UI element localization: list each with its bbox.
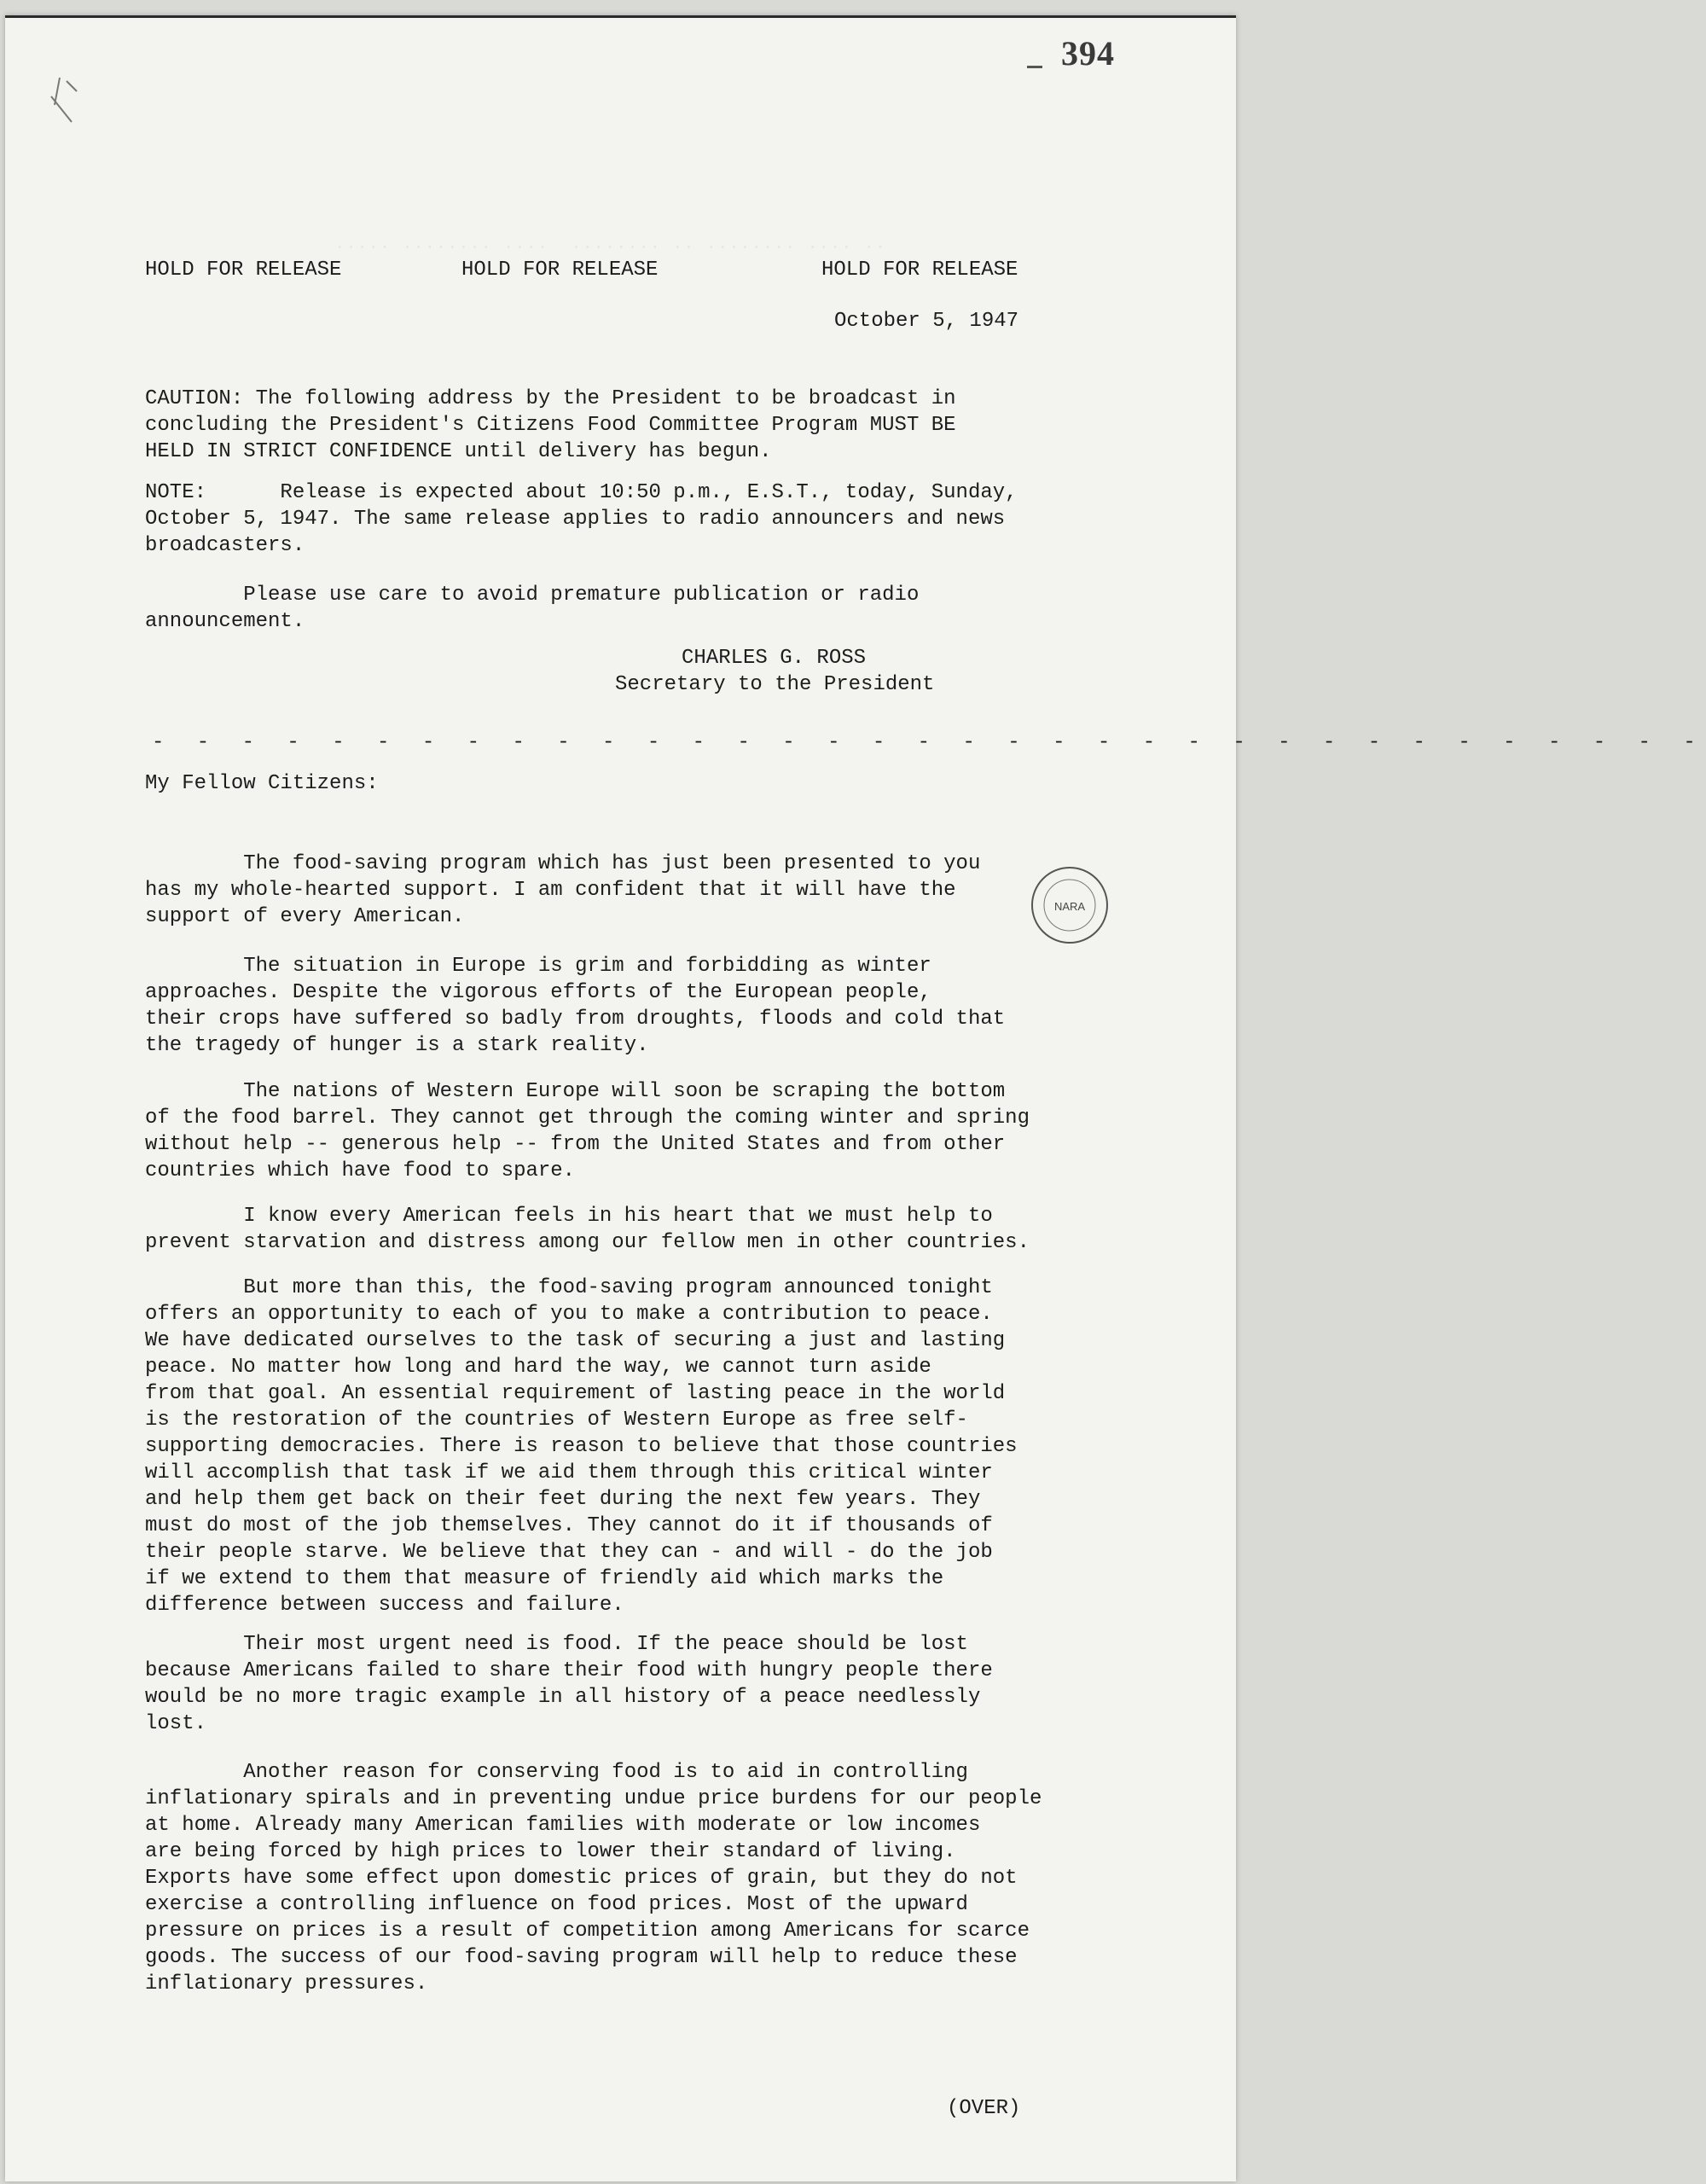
paragraph-5 [145,1248,1018,1618]
note-line: broadcasters. [145,534,305,557]
paragraph-line: The food-saving program which has just been presented to you [145,852,981,875]
paragraph-line: if we extend to them that measure of friendly aid which marks the [145,1567,944,1590]
care-line: Please use care to avoid premature publication or radio [145,584,920,607]
pencil-scribble-icon [43,71,94,139]
paragraph-line: The nations of Western Europe will soon be scraping the bottom [145,1080,1006,1103]
paragraph-line: will accomplish that task if we aid them through this critical winter [145,1461,993,1484]
paragraph-line: their crops have suffered so badly from droughts, floods and cold that [145,1008,1006,1031]
paragraph-line: Another reason for conserving food is to aid in controlling [145,1761,968,1784]
page-number: 394 [1061,34,1115,73]
note-block [145,453,1018,559]
paragraph-line: The situation in Europe is grim and forbidding as winter [145,955,931,978]
margin-mark [1027,66,1042,68]
caution-block [145,359,956,465]
hold-label-left: HOLD FOR RELEASE [145,258,342,282]
paragraph-line: and help them get back on their feet during the next few years. They [145,1488,981,1511]
paragraph-line: Their most urgent need is food. If the peace should be lost [145,1633,968,1656]
paragraph-line: inflationary spirals and in preventing undue price burdens for our people [145,1787,1042,1810]
paragraph-line: has my whole-hearted support. I am confident that it will have the [145,879,956,902]
library-stamp-icon [1027,863,1112,948]
paragraph-line: must do most of the job themselves. They cannot do it if thousands of [145,1514,993,1537]
caution-line: CAUTION: The following address by the President to be broadcast in [145,387,956,410]
paragraph-line: at home. Already many American families with moderate or low incomes [145,1814,981,1837]
salutation: My Fellow Citizens: [145,772,379,795]
paragraph-line: support of every American. [145,905,465,928]
bleed-through: ..... ........ .... ........ .. ........ .... .. [244,233,886,254]
release-date: October 5, 1947 [834,310,1019,333]
care-block [145,555,919,635]
paragraph-6 [145,1605,993,1737]
paragraph-line: exercise a controlling influence on food prices. Most of the upward [145,1893,968,1916]
paragraph-line: We have dedicated ourselves to the task of securing a just and lasting [145,1329,1006,1352]
document-page [5,15,1706,2181]
over-marker: (OVER) [947,2097,1021,2120]
paragraph-7 [145,1733,1042,1997]
note-line: NOTE: Release is expected about 10:50 p.m., E.S.T., today, Sunday, [145,481,1018,504]
paragraph-line: pressure on prices is a result of competition among Americans for scarce [145,1920,1030,1943]
svg-text:NARA: NARA [1053,900,1086,913]
care-line: announcement. [145,610,305,633]
paragraph-line: their people starve. We believe that they can - and will - do the job [145,1541,993,1564]
paragraph-line: would be no more tragic example in all history of a peace needlessly [145,1686,981,1709]
paragraph-line: is the restoration of the countries of Western Europe as free self- [145,1409,968,1432]
paragraph-line: inflationary pressures. [145,1972,428,1995]
signature-name: CHARLES G. ROSS [682,647,867,670]
paragraph-line: offers an opportunity to each of you to make a contribution to peace. [145,1303,993,1326]
paragraph-line: the tragedy of hunger is a stark reality. [145,1034,649,1057]
paragraph-1 [145,824,980,930]
paragraph-line: approaches. Despite the vigorous efforts of the European people, [145,981,931,1004]
paragraph-line: prevent starvation and distress among our fellow men in other countries. [145,1231,1030,1254]
signature-title: Secretary to the President [615,673,935,696]
paragraph-line: I know every American feels in his heart that we must help to [145,1205,993,1228]
note-line: October 5, 1947. The same release applies to radio announcers and news [145,508,1006,531]
hold-label-center: HOLD FOR RELEASE [461,258,659,282]
paragraph-line: lost. [145,1712,207,1735]
paragraph-line: difference between success and failure. [145,1594,624,1617]
paragraph-line: supporting democracies. There is reason to believe that those countries [145,1435,1018,1458]
paragraph-line: countries which have food to spare. [145,1159,576,1182]
paragraph-line: of the food barrel. They cannot get through the coming winter and spring [145,1107,1030,1130]
caution-line: concluding the President's Citizens Food Committee Program MUST BE [145,414,956,437]
paragraph-3 [145,1052,1030,1184]
paragraph-line: But more than this, the food-saving program announced tonight [145,1276,993,1299]
caution-line: HELD IN STRICT CONFIDENCE until delivery has begun. [145,440,772,463]
section-divider: - - - - - - - - - - - - - - - - - - - - - - - - - - - - - - - - - - - [152,731,1706,754]
paragraph-4 [145,1176,1030,1256]
paragraph-line: from that goal. An essential requirement of lasting peace in the world [145,1382,1006,1405]
paragraph-line: Exports have some effect upon domestic prices of grain, but they do not [145,1867,1018,1890]
hold-label-right: HOLD FOR RELEASE [821,258,1018,282]
paragraph-line: goods. The success of our food-saving program will help to reduce these [145,1946,1018,1969]
paragraph-2 [145,926,1005,1059]
paragraph-line: peace. No matter how long and hard the way, we cannot turn aside [145,1356,931,1379]
paragraph-line: are being forced by high prices to lower their standard of living. [145,1840,956,1863]
paragraph-line: without help -- generous help -- from the United States and from other [145,1133,1006,1156]
paragraph-line: because Americans failed to share their food with hungry people there [145,1659,993,1682]
